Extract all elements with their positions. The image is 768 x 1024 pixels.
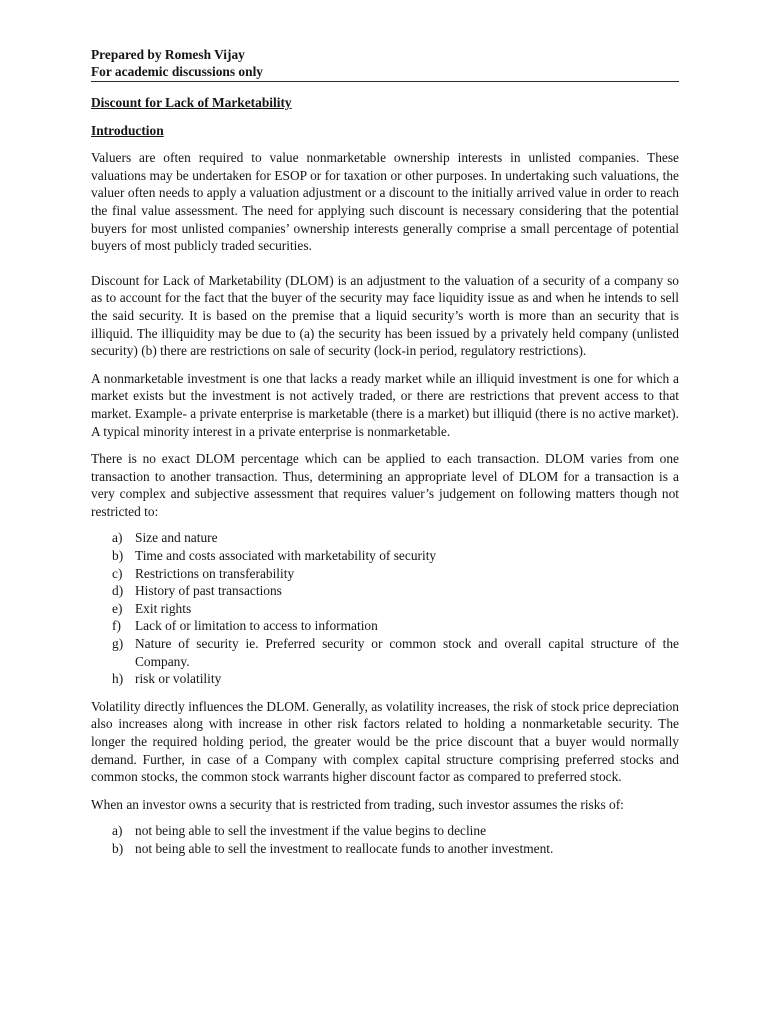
header-divider — [91, 81, 679, 82]
list-item — [91, 635, 679, 670]
list-marker: a) — [112, 823, 123, 839]
list-item — [91, 822, 679, 840]
list-item — [91, 547, 679, 565]
header-author: Prepared by Romesh Vijay — [91, 47, 245, 62]
list-item-text: Nature of security ie. Preferred security or common stock and overall capital structure of the Company. — [135, 636, 679, 669]
paragraph-dlom-definition: Discount for Lack of Marketability (DLOM) is an adjustment to the valuation of a security of a company so as to account for the fact that the buyer of the security may face liquidity issue as and when he intends to sell the said security. It is based on the premise that a liquid security’s worth is more than an security that is illiquid. The illiquidity may be due to (a) the security has been issued by a privately held company (unlisted security) (b) there are restrictions on sale of security (lock-in period, regulatory restrictions). — [91, 272, 679, 359]
list-item-text: History of past transactions — [135, 583, 282, 599]
list-item-text: Lack of or limitation to access to information — [135, 618, 378, 634]
list-marker: b) — [112, 840, 124, 856]
list-item — [91, 600, 679, 618]
list-item-text: not being able to sell the investment if the value begins to decline — [135, 823, 487, 839]
paragraph-dlom-percentage: There is no exact DLOM percentage which can be applied to each transaction. DLOM varies from one transaction to another transaction. Thus, determining an appropriate level of DLOM for a transaction is a very complex and subjective assessment that requires valuer’s judgement on following matters though not restricted to: — [91, 451, 679, 519]
paragraph-restricted-security: When an investor owns a security that is restricted from trading, such investor assumes the risks of: — [91, 796, 624, 812]
list-marker: e) — [112, 600, 123, 616]
list-item-text: Exit rights — [135, 600, 192, 616]
list-item-text: not being able to sell the investment to reallocate funds to another investment. — [135, 840, 554, 856]
list-item-text: risk or volatility — [135, 671, 222, 687]
list-item — [91, 529, 679, 547]
list-item — [91, 617, 679, 635]
header-disclaimer: For academic discussions only — [91, 64, 263, 79]
list-item-text: Size and nature — [135, 530, 218, 546]
list-marker: g) — [112, 636, 124, 652]
list-marker: h) — [112, 671, 124, 687]
list-marker: c) — [112, 565, 123, 581]
document-title: Discount for Lack of Marketability — [91, 95, 292, 110]
list-marker: b) — [112, 548, 124, 564]
list-marker: d) — [112, 583, 124, 599]
list-item — [91, 582, 679, 600]
risks-list — [91, 822, 679, 857]
matters-list — [91, 529, 679, 687]
list-item — [91, 565, 679, 583]
list-marker: f) — [112, 618, 121, 634]
list-marker: a) — [112, 530, 123, 546]
list-item-text: Restrictions on transferability — [135, 565, 295, 581]
paragraph-intro: Valuers are often required to value nonmarketable ownership interests in unlisted companies. These valuations may be undertaken for ESOP or for taxation or other purposes. In undertaking such valuations, the valuer often needs to apply a valuation adjustment or a discount to the initially arrived value in order to reach the final value assessment. The need for applying such discount is necessary considering that the potential buyers for most unlisted companies’ ownership interests generally comprise a small percentage of potential buyers of most publicly traded securities. — [91, 150, 679, 254]
paragraph-nonmarketable: A nonmarketable investment is one that lacks a ready market while an illiquid investment is one for which a market exists but the investment is not actively traded, or there are restrictions that prevent access to that market. Example- a private enterprise is marketable (there is a market) but illiquid (there is no active market). A typical minority interest in a private enterprise is nonmarketable. — [91, 370, 679, 439]
list-item — [91, 840, 679, 858]
document-page — [91, 46, 679, 858]
list-item-text: Time and costs associated with marketability of security — [135, 548, 437, 564]
list-item — [91, 670, 679, 688]
section-heading-introduction: Introduction — [91, 122, 164, 138]
paragraph-volatility: Volatility directly influences the DLOM. Generally, as volatility increases, the risk of stock price depreciation also increases along with increase in other risk factors related to holding a nonmarketable security. The longer the required holding period, the greater would be the price discount that a buyer would normally demand. Further, in case of a Company with complex capital structure comprising preferred stocks and common stocks, the common stock warrants higher discount factor as compared to preferred stock. — [91, 698, 679, 785]
